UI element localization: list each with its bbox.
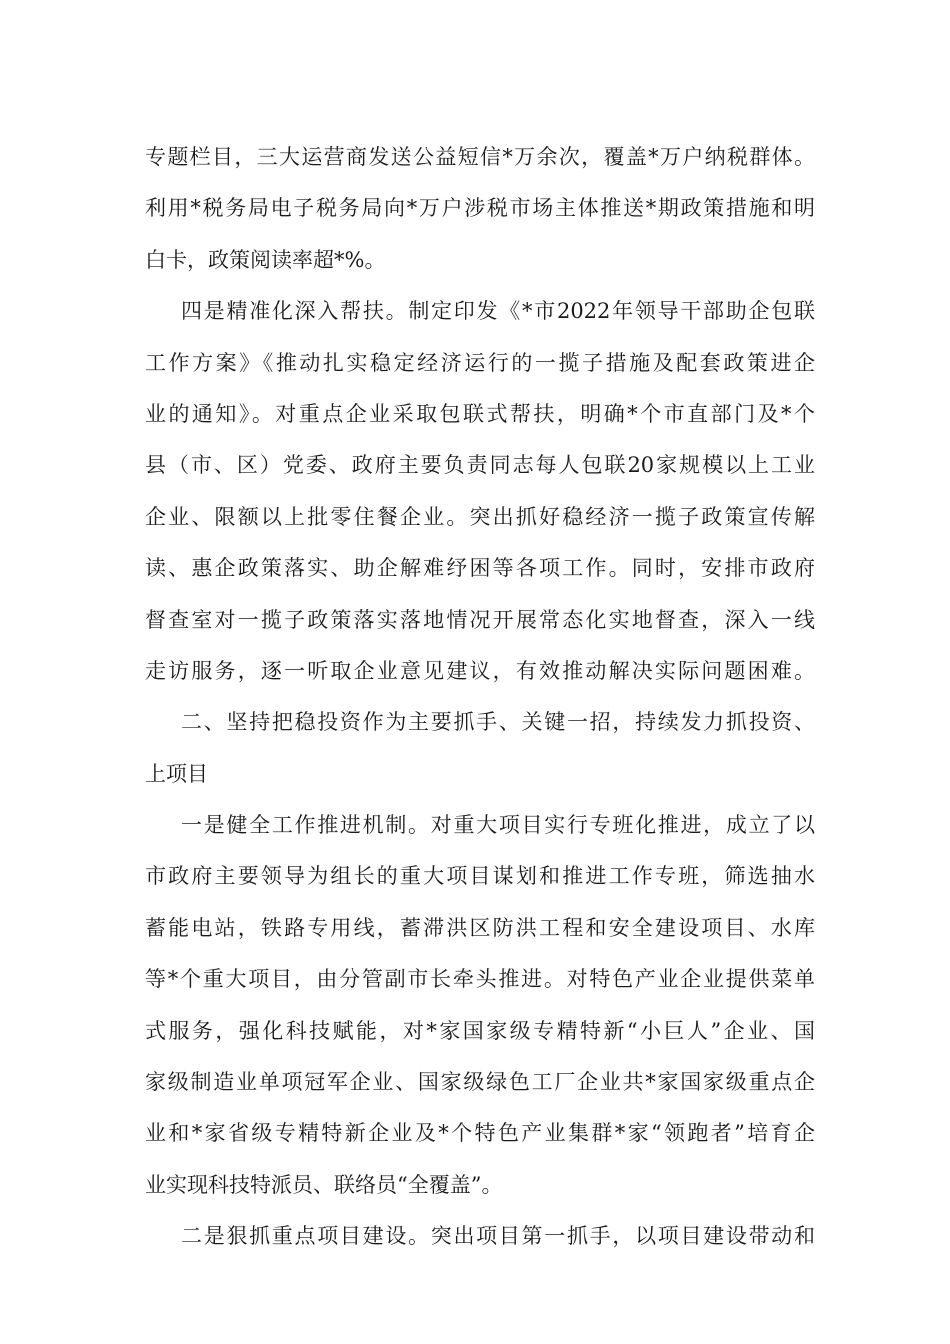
text-line: 业的通知》。对重点企业采取包联式帮扶，明确*个市直部门及*个 bbox=[145, 401, 815, 426]
text-line: 工作方案》《推动扎实稳定经济运行的一揽子措施及配套政策进企 bbox=[145, 350, 815, 375]
body-text bbox=[145, 132, 815, 1263]
text-line: 督查室对一揽子政策落实落地情况开展常态化实地督查，深入一线 bbox=[145, 607, 815, 632]
text-line: 县（市、区）党委、政府主要负责同志每人包联20家规模以上工业 bbox=[145, 453, 815, 478]
text-line: 式服务，强化科技赋能，对*家国家级专精特新“小巨人”企业、国 bbox=[145, 1018, 815, 1043]
text-line: 白卡，政策阅读率超*%。 bbox=[145, 247, 386, 272]
text-line: 业实现科技特派员、联络员“全覆盖”。 bbox=[145, 1172, 503, 1197]
text-line: 二是狠抓重点项目建设。突出项目第一抓手，以项目建设带动和 bbox=[181, 1224, 815, 1249]
text-line: 企业、限额以上批零住餐企业。突出抓好稳经济一揽子政策宣传解 bbox=[145, 504, 815, 529]
text-line: 蓄能电站，铁路专用线，蓄滞洪区防洪工程和安全建设项目、水库 bbox=[145, 915, 815, 940]
text-line: 等*个重大项目，由分管副市长牵头推进。对特色产业企业提供菜单 bbox=[145, 967, 815, 992]
text-line: 业和*家省级专精特新企业及*个特色产业集群*家“领跑者”培育企 bbox=[145, 1121, 815, 1146]
text-line: 专题栏目，三大运营商发送公益短信*万余次，覆盖*万户纳税群体。 bbox=[145, 145, 815, 169]
section-heading-continued: 上项目 bbox=[145, 761, 208, 786]
text-line: 读、惠企政策落实、助企解难纾困等各项工作。同时，安排市政府 bbox=[145, 556, 815, 581]
text-line: 走访服务，逐一听取企业意见建议，有效推动解决实际问题困难。 bbox=[145, 658, 815, 683]
text-line: 市政府主要领导为组长的重大项目谋划和推进工作专班，筛选抽水 bbox=[145, 864, 815, 889]
text-line: 四是精准化深入帮扶。制定印发《*市2022年领导干部助企包联 bbox=[181, 299, 815, 324]
section-heading: 二、坚持把稳投资作为主要抓手、关键一招，持续发力抓投资、 bbox=[181, 710, 815, 735]
text-line: 利用*税务局电子税务局向*万户涉税市场主体推送*期政策措施和明 bbox=[145, 196, 815, 221]
text-line: 家级制造业单项冠军企业、国家级绿色工厂企业共*家国家级重点企 bbox=[145, 1070, 815, 1095]
text-line: 一是健全工作推进机制。对重大项目实行专班化推进，成立了以 bbox=[181, 813, 815, 838]
